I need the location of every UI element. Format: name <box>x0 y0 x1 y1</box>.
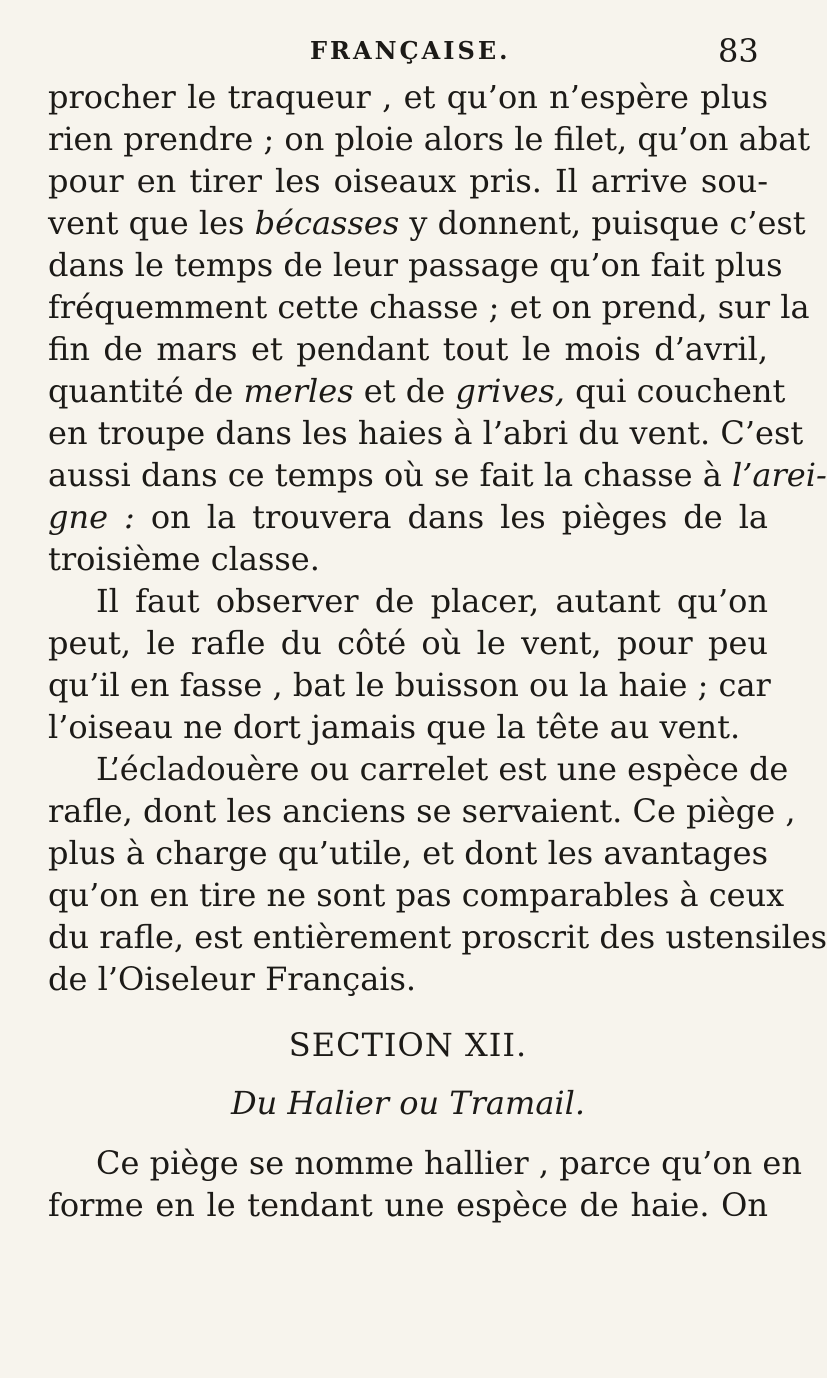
text-line: rafle, dont les anciens se servaient. Ce piège , <box>48 792 796 830</box>
text-line: procher le traqueur , et qu’on n’espère plus <box>48 78 768 116</box>
paragraph-2 <box>48 580 771 748</box>
text-line <box>48 496 768 538</box>
text-line <box>48 202 806 244</box>
italic-word: gne : <box>48 498 135 536</box>
section-title: SECTION XII. <box>288 1026 528 1064</box>
text-run: vent que les <box>48 204 255 242</box>
text-run: quantité de <box>48 372 244 410</box>
text-line: en troupe dans les haies à l’abri du vent. C’est <box>48 414 804 452</box>
text-line: l’oiseau ne dort jamais que la tête au vent. <box>48 708 741 746</box>
text-line: rien prendre ; on ploie alors le filet, qu’on abat <box>48 120 811 158</box>
text-line: de l’Oiseleur Français. <box>48 960 417 998</box>
text-line: troisième classe. <box>48 540 320 578</box>
page-number: 83 <box>718 32 759 70</box>
text-line: Ce piège se nomme hallier , parce qu’on en <box>96 1144 802 1182</box>
paragraph-1 <box>48 76 827 580</box>
text-line <box>48 454 827 496</box>
text-run: on la trouvera dans les pièges de la <box>134 498 769 536</box>
italic-word: l’arei- <box>732 456 827 494</box>
italic-word: grives, <box>455 372 565 410</box>
text-line: fréquemment cette chasse ; et on prend, sur la <box>48 288 810 326</box>
running-title: FRANÇAISE. <box>310 36 511 65</box>
text-run: et de <box>353 372 456 410</box>
paragraph-4 <box>48 1142 802 1226</box>
text-line: pour en tirer les oiseaux pris. Il arrive sou- <box>48 162 768 200</box>
text-run: qui couchent <box>564 372 786 410</box>
text-line: du rafle, est entièrement proscrit des ustensiles <box>48 918 827 956</box>
text-line: fin de mars et pendant tout le mois d’avril, <box>48 330 768 368</box>
text-line: L’écladouère ou carrelet est une espèce de <box>96 750 789 788</box>
text-line: plus à charge qu’utile, et dont les avantages <box>48 834 768 872</box>
italic-word: bécasses <box>254 204 400 242</box>
text-line: peut, le rafle du côté où le vent, pour peu <box>48 624 768 662</box>
text-line <box>48 370 786 412</box>
page-body <box>48 76 827 1226</box>
section-subtitle: Du Halier ou Tramail. <box>230 1084 586 1122</box>
text-line: forme en le tendant une espèce de haie. On <box>48 1186 768 1224</box>
page-header <box>0 32 800 76</box>
text-line: qu’on en tire ne sont pas comparables à ceux <box>48 876 785 914</box>
italic-word: merles <box>243 372 354 410</box>
text-run: aussi dans ce temps où se fait la chasse à <box>48 456 733 494</box>
text-run: y donnent, puisque c’est <box>399 204 806 242</box>
text-line: dans le temps de leur passage qu’on fait plus <box>48 246 783 284</box>
text-line: Il faut observer de placer, autant qu’on <box>96 582 768 620</box>
text-line: qu’il en fasse , bat le buisson ou la haie ; car <box>48 666 771 704</box>
paragraph-3 <box>48 748 827 1000</box>
